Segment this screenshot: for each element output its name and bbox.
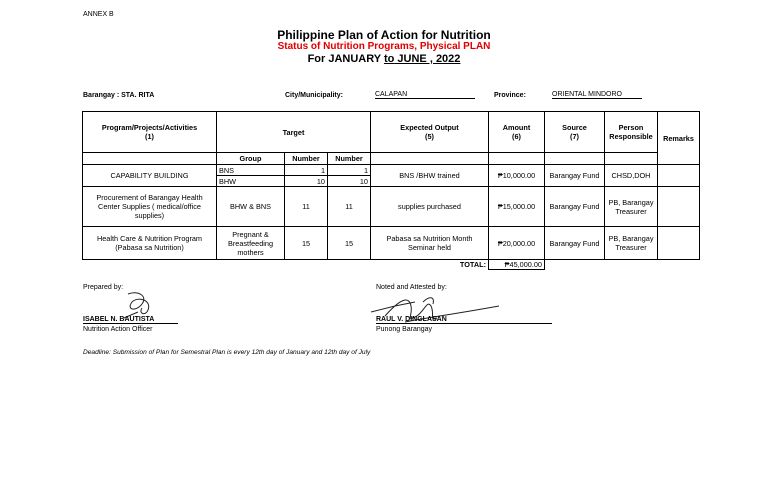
period-to: to xyxy=(383,53,395,65)
row2-remarks xyxy=(658,187,700,227)
prepared-by-label: Prepared by: xyxy=(83,284,124,291)
province-value: ORIENTAL MINDORO xyxy=(552,91,642,99)
row1-number2-a: 1 xyxy=(328,165,371,176)
row2-number1: 11 xyxy=(285,187,328,227)
row1-person: CHSD,DOH xyxy=(605,165,658,187)
barangay-label: Barangay : STA. RITA xyxy=(83,92,155,99)
row1-program: CAPABILITY BUILDING xyxy=(83,165,217,187)
header-output: Expected Output (5) xyxy=(371,112,489,153)
province-label: Province: xyxy=(494,92,526,99)
row2-output: supplies purchased xyxy=(371,187,489,227)
row1-output: BNS /BHW trained xyxy=(371,165,489,187)
row3-amount: ₱20,000.00 xyxy=(489,227,545,260)
row3-program: Health Care & Nutrition Program (Pabasa sa Nutrition) xyxy=(83,227,217,260)
document-title: Philippine Plan of Action for Nutrition xyxy=(277,28,491,42)
header-number-2: Number xyxy=(328,153,371,165)
noted-title: Punong Barangay xyxy=(376,326,433,333)
row1-number1-a: 1 xyxy=(285,165,328,176)
header-remarks: Remarks xyxy=(658,112,700,165)
row1-amount: ₱10,000.00 xyxy=(489,165,545,187)
annex-label: ANNEX B xyxy=(83,11,114,18)
period-prefix: For JANUARY xyxy=(307,53,384,65)
row1-number2-b: 10 xyxy=(328,176,371,187)
row3-output: Pabasa sa Nutrition Month Seminar held xyxy=(371,227,489,260)
row3-group: Pregnant & Breastfeeding mothers xyxy=(217,227,285,260)
noted-by-label: Noted and Attested by: xyxy=(376,284,447,291)
header-amount: Amount (6) xyxy=(489,112,545,153)
row3-number2: 15 xyxy=(328,227,371,260)
city-label: City/Municipality: xyxy=(285,92,343,99)
city-value: CALAPAN xyxy=(375,91,475,99)
row2-amount: ₱15,000.00 xyxy=(489,187,545,227)
total-label: TOTAL: xyxy=(371,260,489,270)
prepared-title: Nutrition Action Officer xyxy=(83,326,153,333)
header-group: Group xyxy=(217,153,285,165)
row2-group: BHW & BNS xyxy=(217,187,285,227)
row3-source: Barangay Fund xyxy=(545,227,605,260)
header-target: Target xyxy=(217,112,371,153)
row2-source: Barangay Fund xyxy=(545,187,605,227)
row1-group-a: BNS xyxy=(217,165,285,176)
total-value: ₱45,000.00 xyxy=(489,260,545,270)
nutrition-plan-table xyxy=(82,111,700,270)
document-subtitle: Status of Nutrition Programs, Physical PLAN xyxy=(277,41,491,52)
header-source: Source (7) xyxy=(545,112,605,153)
row1-remarks xyxy=(658,165,700,187)
noted-signature-icon xyxy=(365,292,505,330)
header-person: Person Responsible xyxy=(605,112,658,153)
period-year: 2022 xyxy=(435,53,461,65)
row2-program: Procurement of Barangay Health Center Supplies ( medical/office supplies) xyxy=(83,187,217,227)
deadline-note: Deadline: Submission of Plan for Semestral Plan is every 12th day of January and 12th day of July xyxy=(83,349,371,356)
row3-person: PB, Barangay Treasurer xyxy=(605,227,658,260)
row2-number2: 11 xyxy=(328,187,371,227)
header-program: Program/Projects/Activities (1) xyxy=(83,112,217,153)
row3-number1: 15 xyxy=(285,227,328,260)
row1-source: Barangay Fund xyxy=(545,165,605,187)
row1-number1-b: 10 xyxy=(285,176,328,187)
row3-remarks xyxy=(658,227,700,260)
period-month: JUNE , xyxy=(394,53,436,65)
row1-group-b: BHW xyxy=(217,176,285,187)
header-number-1: Number xyxy=(285,153,328,165)
noted-name: RAUL V. DINGLASAN xyxy=(376,316,552,324)
document-period xyxy=(0,53,768,65)
row2-person: PB, Barangay Treasurer xyxy=(605,187,658,227)
prepared-name: ISABEL N. BAUTISTA xyxy=(83,316,178,324)
